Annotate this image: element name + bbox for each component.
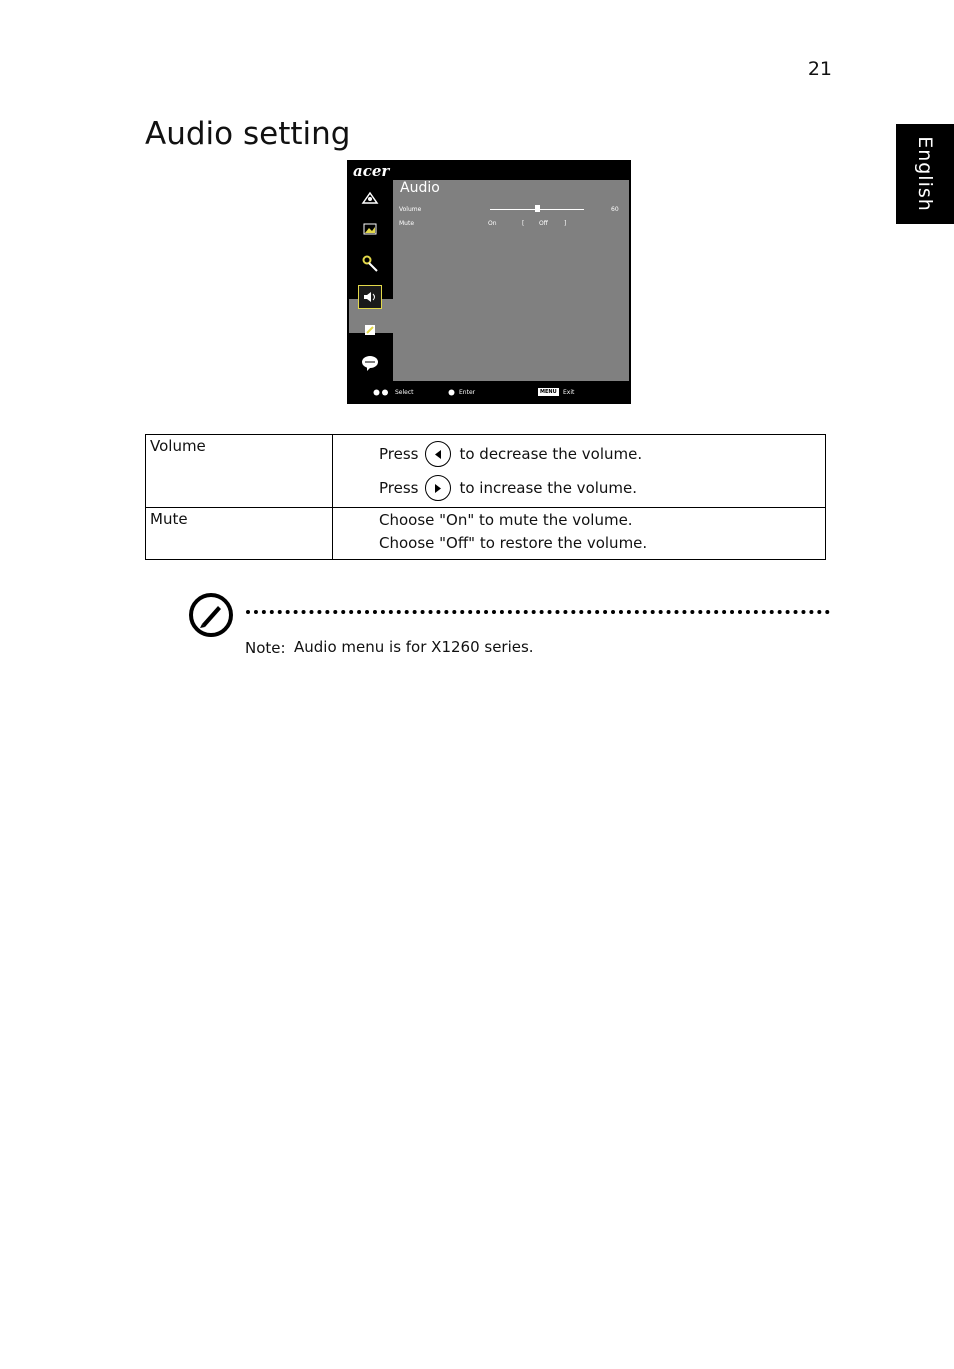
menu-key-icon: MENU [540,389,557,395]
palette-icon [359,186,381,208]
table-row [146,508,826,560]
description-line [379,441,825,467]
note-divider [246,610,830,614]
note-text: Audio menu is for X1260 series. [294,638,534,656]
osd-mute-label: Mute [399,220,415,227]
description-line: Choose "On" to mute the volume. [379,511,633,529]
osd-mute-bracket-open: [ [522,220,525,227]
description-line [379,475,825,501]
setting-description [333,435,826,508]
setting-name: Mute [146,508,333,560]
audio-settings-table [145,434,826,560]
note-pen-icon [188,592,234,638]
setting-description [333,508,826,560]
enter-icon [448,389,455,396]
picture-icon [359,218,381,240]
side-tab-label: English [914,136,936,212]
description-line: Choose "Off" to restore the volume. [379,534,648,552]
osd-mute-on[interactable]: On [488,220,497,227]
settings-icon [359,252,381,274]
timer-icon [359,319,381,341]
press-text: Press [379,479,419,497]
osd-audio-panel [393,180,629,381]
note-label: Note: [245,639,286,657]
increase-text: to increase the volume. [459,479,638,497]
osd-footer [347,381,631,404]
osd-exit-hint: Exit [563,389,575,396]
left-arrow-icon [425,441,451,467]
right-arrow-icon [425,475,451,501]
osd-mute-off[interactable]: Off [539,220,548,227]
setting-name: Volume [146,435,333,508]
language-side-tab [896,124,954,224]
page-title: Audio setting [145,116,351,152]
up-down-icon [373,389,389,396]
osd-panel-title: Audio [400,180,440,196]
decrease-text: to decrease the volume. [459,445,643,463]
osd-screenshot [347,160,631,404]
osd-mute-bracket-close: ] [564,220,567,227]
osd-enter-hint: Enter [459,389,476,396]
osd-select-hint: Select [395,389,414,396]
table-row [146,435,826,508]
osd-volume-knob[interactable] [535,205,540,212]
page-number: 21 [807,58,832,80]
press-text: Press [379,445,419,463]
acer-logo: acer [353,162,390,180]
osd-sidebar [347,180,393,381]
language-icon [359,352,381,374]
speaker-icon [359,286,381,308]
osd-volume-value: 60 [611,206,619,213]
osd-volume-label: Volume [399,206,422,213]
